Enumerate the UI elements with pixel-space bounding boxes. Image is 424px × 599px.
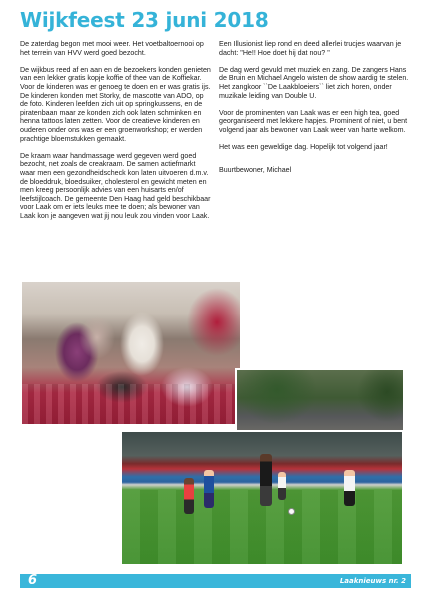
player-figure xyxy=(184,478,194,514)
paragraph: De dag werd gevuld met muziek en zang. De zangers Hans de Bruin en Michael Angelo wisten de show aardig te stelen. Het zangkoor ``De Laakbloeiers`` liet zich horen, onder muzikale leiding van Double U. xyxy=(219,65,409,100)
photo-football-match xyxy=(120,430,404,566)
player-figure xyxy=(344,470,355,506)
author-signature: Buurtbewoner, Michael xyxy=(219,165,292,174)
magazine-name: Laaknieuws nr. 2 xyxy=(339,577,406,585)
paragraph: Een Illusionist liep rond en deed allerlei trucjes waarvan je dacht: "He!! Hoe doet hij dat nou? " xyxy=(219,40,402,57)
left-column xyxy=(20,40,212,229)
page-number: 6 xyxy=(28,573,38,588)
article-title: Wijkfeest 23 juni 2018 xyxy=(20,8,269,32)
paragraph: Voor de prominenten van Laak was er een high tea, goed georganiseerd met lekkere hapjes. Prominent of niet, u bent volgend jaar als bewoner van Laak weer van harte welkom. xyxy=(219,108,408,134)
right-column xyxy=(219,40,411,183)
paragraph: De zaterdag begon met mooi weer. Het voetbaltoernooi op het terrein van HVV werd goed bezocht. xyxy=(20,40,204,57)
paragraph: De kraam waar handmassage werd gegeven werd goed bezocht, net zoals de creakraam. De samen actiefmarkt waar men een gezondheidscheck kon laten uitvoeren d.m.v. de bloeddruk, bloedsuiker, cholesterol en gewicht meten en men kreeg persoonlijk advies van een huisarts en/of leefstijlcoach. De gemeente Den Haag had geld beschikbaar voor Laak om er iets leuks mee te doen; als bewoner van Laak kon je aangeven wat jij nou leuk zou vinden voor Laak. xyxy=(20,151,211,220)
referee-figure xyxy=(260,454,272,506)
player-figure xyxy=(204,470,214,508)
football-icon xyxy=(288,508,295,515)
photo-flower-workshop xyxy=(20,280,242,426)
paragraph: Het was een geweldige dag. Hopelijk tot volgend jaar! xyxy=(219,143,388,152)
paragraph: De wijkbus reed af en aan en de bezoekers konden genieten van een lekker gratis kopje koffie of thee van de Koffiekar. Voor de kinderen was er genoeg te doen en er was gratis ijs. De kinderen konden met Storky, de mascotte van ADO, op de foto. Kinderen leefden zich uit op springkussens, en de piratenbaan maar ze konden zich ook laten schminken en henna tattoos laten zetten. Voor de creatieve kinderen en ouderen onder ons was er een groenworkshop; er werden prachtige bloemstukken gemaakt. xyxy=(20,65,211,143)
photo-trees xyxy=(235,368,405,434)
player-figure xyxy=(278,472,286,500)
